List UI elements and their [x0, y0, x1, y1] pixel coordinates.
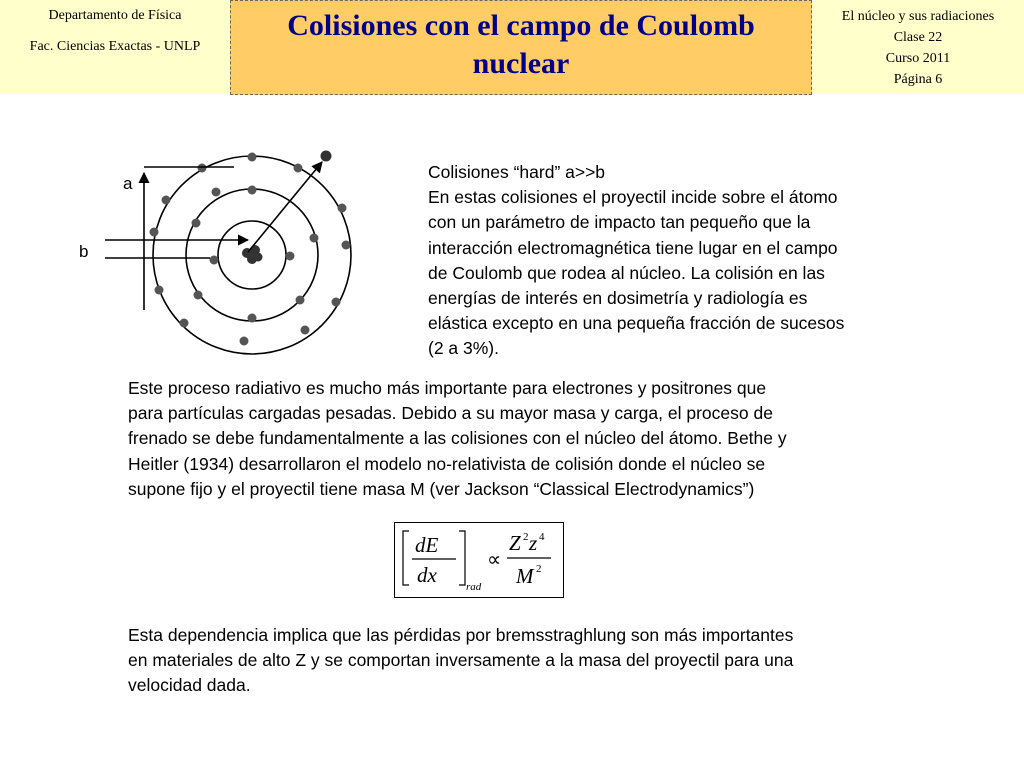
header-department — [0, 0, 230, 94]
department-name: Departamento de Física — [48, 8, 182, 23]
page-title-line1: Colisiones con el campo de Coulomb — [287, 9, 755, 42]
atom-collision-diagram — [60, 140, 370, 360]
page-number: Página 6 — [893, 72, 943, 87]
paragraph-line: Heitler (1934) desarrollaron el modelo no-relativista de colisión donde el núcleo se — [128, 453, 766, 474]
label-b: b — [79, 242, 89, 261]
formula-Z-exp: 2 — [523, 531, 529, 543]
intro-heading: Colisiones “hard” a>>b — [428, 162, 606, 182]
intro-line: energías de interés en dosimetría y radiología es — [428, 288, 808, 309]
intro-line: (2 a 3%). — [428, 338, 499, 359]
formula-proportional: ∝ — [487, 549, 502, 571]
formula-z-exp: 4 — [539, 531, 545, 543]
page-title-line2: nuclear — [472, 47, 570, 80]
projectile — [321, 151, 332, 162]
paragraph-line: frenado se debe fundamentalmente a las colisiones con el núcleo del átomo. Bethe y — [128, 428, 787, 449]
formula-subscript: rad — [466, 581, 482, 593]
stopping-power-formula — [394, 522, 564, 598]
label-a: a — [123, 174, 133, 193]
course-year: Curso 2011 — [885, 51, 951, 66]
formula-dx: dx — [417, 563, 437, 587]
formula-z: z — [529, 531, 538, 555]
intro-line: con un parámetro de impacto tan pequeño que la — [428, 212, 811, 233]
faculty-name: Fac. Ciencias Exactas - UNLP — [29, 39, 201, 54]
intro-line: elástica excepto en una pequeña fracción de sucesos — [428, 313, 845, 334]
formula-M-exp: 2 — [536, 563, 542, 575]
intro-line: de Coulomb que rodea al núcleo. La colisión en las — [428, 262, 825, 283]
intro-line: En estas colisiones el proyectil incide sobre el átomo — [428, 187, 838, 208]
intro-line: interacción electromagnética tiene lugar en el campo — [428, 237, 838, 258]
radiative-process-paragraph — [128, 376, 928, 502]
dependence-paragraph — [128, 623, 928, 699]
paragraph-line: velocidad dada. — [128, 675, 251, 696]
paragraph-line: supone fijo y el proyectil tiene masa M (ver Jackson “Classical Electrodynamics”) — [128, 478, 755, 499]
page-title — [230, 0, 812, 95]
header-course-info — [812, 0, 1024, 94]
paragraph-line: Este proceso radiativo es mucho más importante para electrones y positrones que — [128, 378, 767, 398]
formula-M: M — [516, 564, 534, 588]
class-number: Clase 22 — [893, 30, 943, 45]
formula-Z: Z — [509, 531, 521, 555]
hard-collisions-text — [428, 160, 928, 362]
paragraph-line: para partículas cargadas pesadas. Debido a su mayor masa y carga, el proceso de — [128, 403, 773, 424]
paragraph-line: en materiales de alto Z y se comportan inversamente a la masa del proyectil para una — [128, 650, 794, 671]
paragraph-line: Esta dependencia implica que las pérdidas por bremsstraghlung son más importantes — [128, 625, 794, 645]
formula-dE: dE — [415, 533, 439, 557]
course-name: El núcleo y sus radiaciones — [841, 9, 995, 24]
